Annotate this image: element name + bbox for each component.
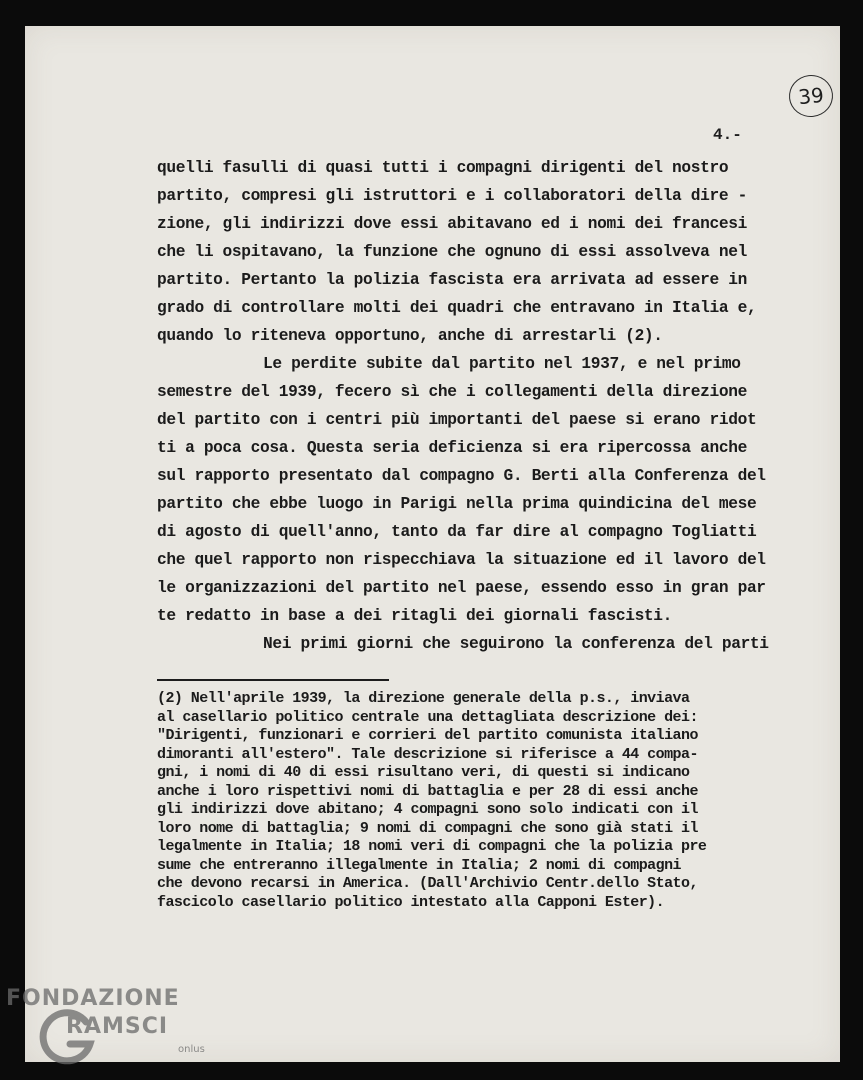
body-line: ti a poca cosa. Questa seria deficienza si era ripercossa anche	[157, 439, 747, 457]
body-line: grado di controllare molti dei quadri che entravano in Italia e,	[157, 299, 757, 317]
body-line: partito. Pertanto la polizia fascista era arrivata ad essere in	[157, 271, 747, 289]
body-line: Nei primi giorni che seguirono la conferenza del parti	[263, 635, 769, 653]
page-number: 4.-	[713, 126, 742, 144]
body-line: Le perdite subite dal partito nel 1937, e nel primo	[263, 355, 741, 373]
body-line: quando lo riteneva opportuno, anche di arrestarli (2).	[157, 327, 663, 345]
footnote-line: loro nome di battaglia; 9 nomi di compagni che sono già stati il	[157, 819, 698, 837]
footnote-line: (2) Nell'aprile 1939, la direzione generale della p.s., inviava	[157, 690, 690, 707]
footnote-separator	[157, 679, 389, 681]
body-line: che quel rapporto non rispecchiava la situazione ed il lavoro del	[157, 551, 766, 569]
footnote-line: anche i loro rispettivi nomi di battaglia e per 28 di essi anche	[157, 782, 698, 800]
footnote-line: fascicolo casellario politico intestato alla Capponi Ester).	[157, 893, 665, 911]
watermark-line2: RAMSCI	[66, 1014, 169, 1039]
footnote-line: legalmente in Italia; 18 nomi veri di compagni che la polizia pre	[157, 838, 707, 855]
footnote-line: al casellario politico centrale una dettagliata descrizione dei:	[157, 708, 698, 726]
footnote-line: sume che entreranno illegalmente in Italia; 2 nomi di compagni	[157, 856, 681, 874]
watermark-suffix: onlus	[178, 1044, 205, 1055]
watermark-line1: FONDAZIONE	[6, 986, 180, 1011]
footnote-line: "Dirigenti, funzionari e corrieri del partito comunista italiano	[157, 727, 698, 744]
body-line: partito che ebbe luogo in Parigi nella prima quindicina del mese	[157, 495, 757, 513]
body-line: zione, gli indirizzi dove essi abitavano ed i nomi dei francesi	[157, 215, 747, 233]
body-line: partito, compresi gli istruttori e i collaboratori della dire -	[157, 187, 747, 205]
body-line: semestre del 1939, fecero sì che i collegamenti della direzione	[157, 383, 747, 401]
body-line: le organizzazioni del partito nel paese, essendo esso in gran par	[157, 579, 766, 597]
body-line: del partito con i centri più importanti del paese si erano ridot	[157, 411, 757, 429]
fondazione-gramsci-watermark	[6, 986, 226, 1076]
archive-page-number: 39	[787, 73, 835, 119]
body-line: di agosto di quell'anno, tanto da far dire al compagno Togliatti	[157, 523, 757, 541]
body-line: che li ospitavano, la funzione che ognuno di essi assolveva nel	[157, 243, 747, 261]
footnote-line: dimoranti all'estero". Tale descrizione si riferisce a 44 compa-	[157, 745, 698, 763]
body-line: sul rapporto presentato dal compagno G. Berti alla Conferenza del	[157, 467, 766, 485]
footnote-line: gli indirizzi dove abitano; 4 compagni sono solo indicati con il	[157, 801, 698, 818]
footnote-line: gni, i nomi di 40 di essi risultano veri, di questi si indicano	[157, 764, 690, 781]
footnote-line: che devono recarsi in America. (Dall'Archivio Centr.dello Stato,	[157, 875, 698, 892]
body-line: te redatto in base a dei ritagli dei giornali fascisti.	[157, 607, 673, 625]
body-line: quelli fasulli di quasi tutti i compagni dirigenti del nostro	[157, 159, 729, 177]
footnote	[157, 690, 797, 912]
body-text	[157, 154, 797, 658]
